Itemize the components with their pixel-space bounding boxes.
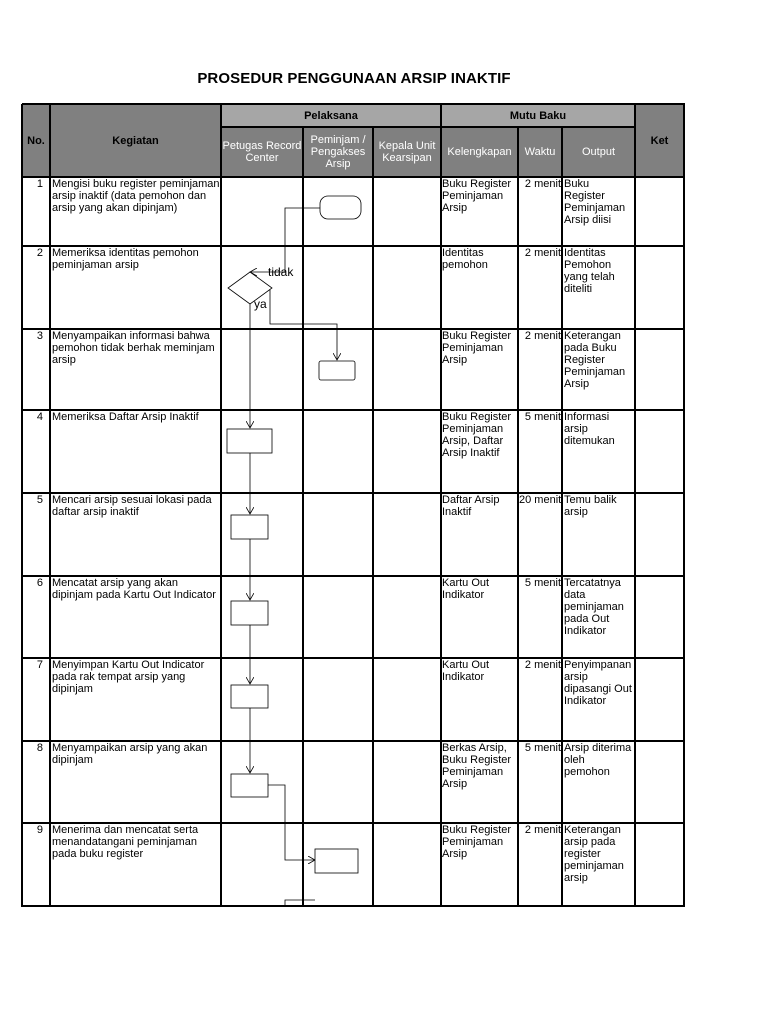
row-kegiatan: Memeriksa Daftar Arsip Inaktif	[52, 411, 199, 423]
row-waktu: 2 menit	[524, 824, 561, 836]
row-kelengkapan: Daftar Arsip Inaktif	[442, 494, 500, 518]
flow-label-tidak: tidak	[268, 265, 294, 279]
row-kelengkapan: Kartu Out Indikator	[442, 577, 490, 601]
row-kegiatan: Menerima dan mencatat serta menandatangani peminjaman pada buku register	[52, 824, 199, 860]
row-kegiatan: Menyampaikan arsip yang akan dipinjam	[52, 742, 208, 766]
row-number: 4	[36, 411, 43, 423]
row-kegiatan: Menyampaikan informasi bahwa pemohon tidak berhak meminjam arsip	[52, 330, 215, 366]
row-number: 6	[36, 577, 43, 589]
row-kelengkapan: Buku Register Peminjaman Arsip	[442, 330, 512, 366]
row-output: Temu balik arsip	[564, 494, 617, 518]
row-waktu: 5 menit	[524, 742, 561, 754]
row-kelengkapan: Identitas pemohon	[442, 247, 488, 271]
header-kepala: Kepala Unit Kearsipan	[378, 140, 436, 164]
connector-1-to-2	[250, 208, 320, 272]
header-mutu-baku: Mutu Baku	[509, 109, 567, 122]
header-kegiatan: Kegiatan	[112, 134, 159, 147]
page-title: PROSEDUR PENGGUNAAN ARSIP INAKTIF	[197, 70, 511, 87]
row-kelengkapan: Buku Register Peminjaman Arsip, Daftar Arsip Inaktif	[442, 411, 512, 459]
connector-9-out	[285, 900, 315, 906]
connector-tidak-to-3	[270, 290, 337, 360]
flow-process-4	[227, 429, 272, 453]
row-kegiatan: Menyimpan Kartu Out Indicator pada rak tempat arsip yang dipinjam	[52, 659, 205, 695]
row-waktu: 2 menit	[524, 330, 561, 342]
row-output: Keterangan pada Buku Register Peminjaman Arsip	[564, 330, 626, 390]
flow-process-6	[231, 601, 268, 625]
flow-label-ya: ya	[254, 297, 267, 311]
row-waktu: 20 menit	[519, 494, 561, 506]
row-waktu: 5 menit	[524, 411, 561, 423]
row-number: 1	[36, 178, 43, 190]
row-number: 8	[36, 742, 43, 754]
row-number: 2	[36, 247, 43, 259]
row-kegiatan: Mencatat arsip yang akan dipinjam pada Kartu Out Indicator	[52, 577, 216, 601]
row-kelengkapan: Buku Register Peminjaman Arsip	[442, 824, 512, 860]
flow-process-8	[231, 774, 268, 797]
row-kegiatan: Memeriksa identitas pemohon peminjaman arsip	[52, 247, 199, 271]
row-kelengkapan: Kartu Out Indikator	[442, 659, 490, 683]
row-number: 7	[36, 659, 43, 671]
row-waktu: 2 menit	[524, 247, 561, 259]
flow-process-5	[231, 515, 268, 539]
row-output: Tercatatnya data peminjaman pada Out Indikator	[564, 577, 624, 637]
flow-terminator-1	[320, 196, 361, 219]
flow-process-3	[319, 361, 355, 380]
row-output: Identitas Pemohon yang telah diteliti	[564, 247, 615, 295]
row-kelengkapan: Berkas Arsip, Buku Register Peminjaman Arsip	[442, 742, 512, 790]
row-number: 5	[36, 494, 43, 506]
row-number: 3	[36, 330, 43, 342]
header-kelengkapan: Kelengkapan	[447, 146, 512, 158]
row-output: Penyimpanan arsip dipasangi Out Indikator	[564, 659, 632, 707]
header-waktu: Waktu	[524, 146, 556, 158]
row-output: Informasi arsip ditemukan	[564, 411, 615, 447]
row-kegiatan: Mengisi buku register peminjaman arsip inaktif (data pemohon dan arsip yang akan dipinjam)	[52, 178, 220, 214]
row-waktu: 2 menit	[524, 178, 561, 190]
header-no: No.	[27, 134, 45, 147]
header-ket: Ket	[650, 134, 669, 147]
header-peminjam: Peminjam / Pengakses Arsip	[310, 134, 366, 170]
flow-process-9	[315, 849, 358, 873]
row-number: 9	[36, 824, 43, 836]
header-pelaksana: Pelaksana	[304, 109, 358, 122]
connector-8-to-9	[268, 785, 315, 860]
row-output: Buku Register Peminjaman Arsip diisi	[564, 178, 626, 226]
row-waktu: 2 menit	[524, 659, 561, 671]
flow-process-7	[231, 685, 268, 708]
row-kegiatan: Mencari arsip sesuai lokasi pada daftar arsip inaktif	[52, 494, 212, 518]
row-waktu: 5 menit	[524, 577, 561, 589]
row-kelengkapan: Buku Register Peminjaman Arsip	[442, 178, 512, 214]
row-output: Arsip diterima oleh pemohon	[564, 742, 632, 778]
header-output: Output	[581, 146, 616, 158]
header-petugas: Petugas Record Center	[222, 140, 302, 164]
row-output: Keterangan arsip pada register peminjaman arsip	[564, 824, 624, 884]
